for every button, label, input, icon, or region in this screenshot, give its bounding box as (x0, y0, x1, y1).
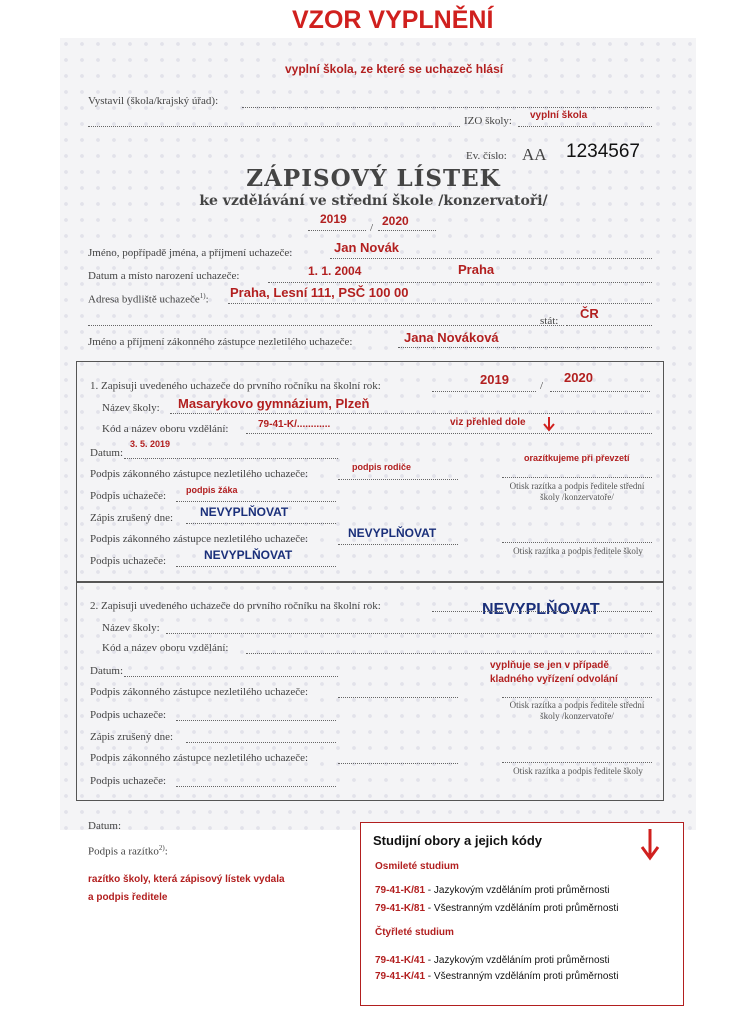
s1-stamp-note: orazítkujeme při převzetí (524, 453, 630, 463)
legend-group-2: Čtyřleté studium (375, 927, 454, 938)
izo-value: vyplní škola (530, 110, 588, 121)
s1-field-value: 79-41-K/............ (258, 419, 331, 430)
address-line[interactable] (228, 303, 652, 304)
arrow-down-icon (542, 416, 556, 432)
s1-field-note: viz přehled dole (450, 417, 526, 428)
footer-stamp-note-2: a podpis ředitele (88, 892, 168, 903)
s1-enroll-label: 1. Zapisuji uvedeného uchazeče do prvního ročníku na školní rok: (90, 380, 381, 392)
s2-appeal-note-1: vyplňuje se jen v případě (490, 660, 609, 671)
sample-title: VZOR VYPLNĚNÍ (292, 6, 494, 34)
issued-by-line-2[interactable] (88, 126, 460, 127)
s2-stamp2-caption: Otisk razítka a podpis ředitele školy (513, 766, 643, 776)
s1-field-label: Kód a název oboru vzdělání: (102, 423, 229, 435)
s2-guardian-sign-label: Podpis zákonného zástupce nezletilého uchazeče: (90, 686, 309, 698)
birth-place: Praha (458, 262, 495, 277)
guardian-label: Jméno a příjmení zákonného zástupce nezletilého uchazeče: (88, 336, 353, 348)
s1-applicant-sign2-line[interactable] (176, 566, 336, 567)
s2-big-note: NEVYPLŇOVAT (482, 601, 600, 618)
s1-guardian-sign2-label: Podpis zákonného zástupce nezletilého uchazeče: (90, 533, 309, 545)
s2-field-line[interactable] (246, 653, 652, 654)
s2-guardian-sign2-label: Podpis zákonného zástupce nezletilého uchazeče: (90, 752, 309, 764)
s2-school-label: Název školy: (102, 622, 160, 634)
s1-year-from: 2019 (480, 372, 509, 387)
issued-by-label: Vystavil (škola/krajský úřad): (88, 95, 219, 107)
title-year-from: 2019 (320, 212, 347, 226)
footer-stamp-note-1: razítko školy, která zápisový lístek vydala (88, 874, 285, 885)
s1-guardian-sign2-value: NEVYPLŇOVAT (348, 526, 437, 540)
s2-applicant-sign2-line[interactable] (176, 786, 336, 787)
legend-group-1: Osmileté studium (375, 861, 459, 872)
state-line[interactable] (566, 325, 652, 326)
s1-year-line-2[interactable] (550, 391, 650, 392)
birth-line[interactable] (268, 282, 652, 283)
izo-line[interactable] (518, 126, 652, 127)
s1-field-line[interactable] (246, 433, 652, 434)
s1-cancel-label: Zápis zrušený dne: (90, 512, 174, 524)
s1-slash: / (540, 380, 544, 392)
guardian-line[interactable] (398, 347, 652, 348)
s1-stamp1-line[interactable] (502, 477, 652, 478)
s1-stamp1-caption: Otisk razítka a podpis ředitele střední školy /konzervatoře/ (509, 481, 645, 502)
s2-school-line[interactable] (166, 633, 652, 634)
s1-year-to: 2020 (564, 370, 593, 385)
s2-field-label: Kód a název oboru vzdělání: (102, 642, 229, 654)
s2-year-line[interactable] (432, 611, 652, 612)
title-year-line-2 (378, 230, 436, 231)
s2-applicant-sign-line[interactable] (176, 720, 336, 721)
legend-box (360, 822, 684, 1006)
school-note: vyplní škola, ze které se uchazeč hlásí (285, 62, 504, 76)
birth-label: Datum a místo narození uchazeče: (88, 270, 240, 282)
title-year-to: 2020 (382, 214, 409, 228)
s1-applicant-sign2-value: NEVYPLŇOVAT (204, 548, 293, 562)
name-line[interactable] (330, 258, 652, 259)
title-year-line-1 (308, 230, 366, 231)
state-label: stát: (540, 315, 559, 327)
s2-applicant-sign-label: Podpis uchazeče: (90, 709, 167, 721)
s2-date-line[interactable] (124, 676, 338, 677)
s1-date-line[interactable] (124, 458, 338, 459)
s1-date-label: Datum: (90, 447, 123, 459)
ev-prefix: AA (522, 145, 547, 164)
legend-item: 79-41-K/41 - Jazykovým vzděláním proti průměrnosti (375, 955, 610, 966)
legend-item: 79-41-K/81 - Jazykovým vzděláním proti průměrnosti (375, 885, 610, 896)
s2-cancel-line[interactable] (186, 742, 336, 743)
s1-applicant-sign-label: Podpis uchazeče: (90, 490, 167, 502)
s2-applicant-sign2-label: Podpis uchazeče: (90, 775, 167, 787)
s2-date-label: Datum: (90, 665, 123, 677)
legend-title: Studijní obory a jejich kódy (373, 833, 543, 848)
s1-school-value: Masarykovo gymnázium, Plzeň (178, 396, 370, 411)
state-value: ČR (580, 306, 599, 321)
s1-applicant-sign-value: podpis žáka (186, 485, 238, 495)
s1-cancel-line[interactable] (186, 523, 336, 524)
ev-label: Ev. číslo: (466, 150, 507, 162)
footer-date-label: Datum: (88, 820, 121, 832)
izo-label: IZO školy: (464, 115, 512, 127)
s1-stamp2-line[interactable] (502, 542, 652, 543)
s1-guardian-sign-line[interactable] (338, 479, 458, 480)
form-title: ZÁPISOVÝ LÍSTEK (246, 165, 501, 192)
address-line-2[interactable] (88, 325, 564, 326)
name-label: Jméno, popřípadě jména, a příjmení uchazeče: (88, 247, 293, 259)
s1-guardian-sign2-line[interactable] (338, 544, 458, 545)
s1-applicant-sign-line[interactable] (176, 501, 336, 502)
s1-school-line[interactable] (170, 413, 652, 414)
legend-item: 79-41-K/41 - Všestranným vzděláním proti průměrnosti (375, 971, 619, 982)
name-value: Jan Novák (334, 240, 400, 255)
s2-guardian-sign-line[interactable] (338, 697, 458, 698)
arrow-down-icon (639, 827, 661, 861)
s1-guardian-sign-label: Podpis zákonného zástupce nezletilého uchazeče: (90, 468, 309, 480)
issued-by-line[interactable] (242, 107, 652, 108)
ev-number: 1234567 (566, 141, 640, 162)
address-label: Adresa bydliště uchazeče$^{1)}$: (88, 292, 209, 306)
birth-date: 1. 1. 2004 (308, 264, 362, 278)
s1-year-line-1[interactable] (432, 391, 536, 392)
s1-stamp2-caption: Otisk razítka a podpis ředitele školy (513, 546, 643, 556)
s1-applicant-sign2-label: Podpis uchazeče: (90, 555, 167, 567)
s2-enroll-label: 2. Zapisuji uvedeného uchazeče do prvního ročníku na školní rok: (90, 600, 381, 612)
address-value: Praha, Lesní 111, PSČ 100 00 (230, 285, 409, 300)
form-subtitle: ke vzdělávání ve střední škole /konzervatoři/ (199, 193, 548, 209)
s2-stamp1-line[interactable] (502, 697, 652, 698)
title-slash: / (370, 222, 374, 234)
s2-cancel-label: Zápis zrušený dne: (90, 731, 174, 743)
footer-sign-label: Podpis a razítko$^{2)}$: (88, 844, 168, 858)
s2-guardian-sign2-line[interactable] (338, 763, 458, 764)
s2-stamp1-caption: Otisk razítka a podpis ředitele střední školy /konzervatoře/ (509, 700, 645, 721)
s2-stamp2-line[interactable] (502, 762, 652, 763)
legend-item: 79-41-K/81 - Všestranným vzděláním proti průměrnosti (375, 903, 619, 914)
s1-date-value: 3. 5. 2019 (130, 439, 171, 449)
guardian-value: Jana Nováková (404, 330, 499, 345)
s1-cancel-value: NEVYPLŇOVAT (200, 505, 289, 519)
s2-appeal-note-2: kladného vyřízení odvolání (490, 674, 618, 685)
s1-guardian-sign-value: podpis rodiče (352, 462, 412, 472)
s1-school-label: Název školy: (102, 402, 160, 414)
